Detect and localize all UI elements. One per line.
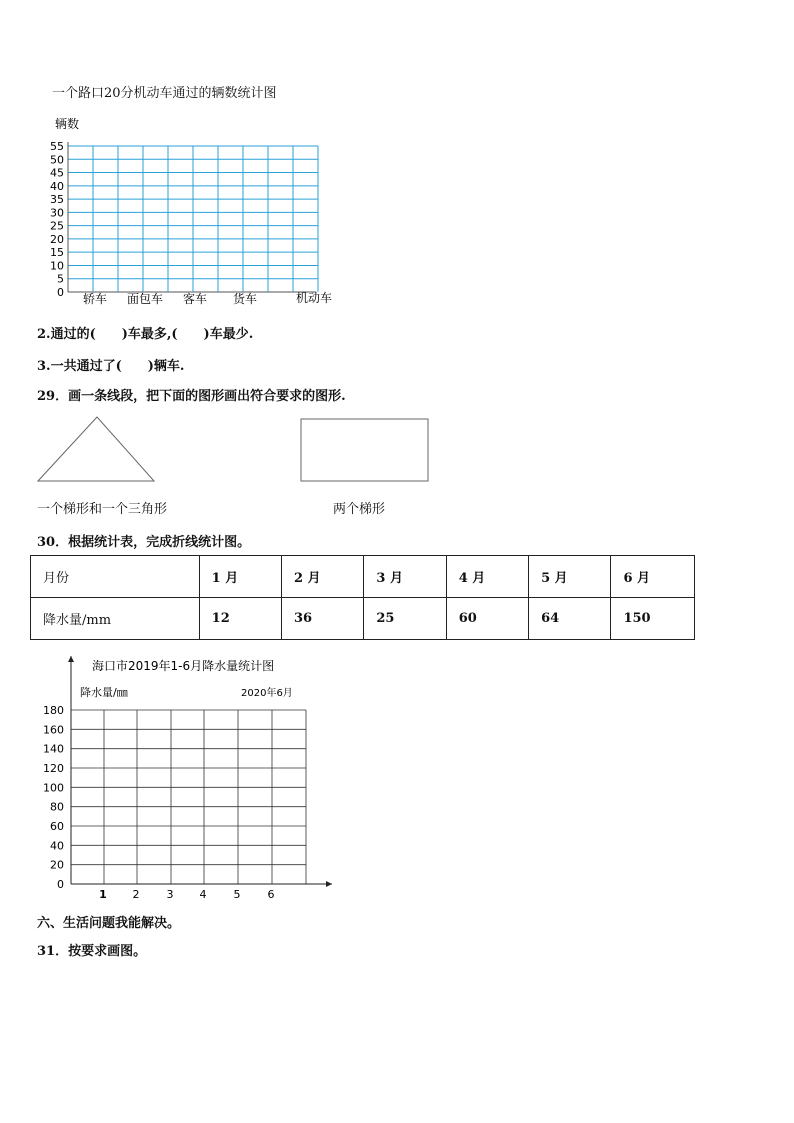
y-tick-label: 80 [50, 800, 64, 814]
vehicle-y-label: 辆数 [55, 117, 80, 131]
question-2: 2.通过的( )车最多,( )车最少. [37, 327, 254, 342]
rainfall-chart [30, 648, 340, 903]
y-axis-arrow [68, 656, 74, 662]
question-31: 31．按要求画图。 [37, 944, 147, 959]
rainfall-chart-title: 海口市2019年1-6月降水量统计图 [92, 659, 275, 673]
category-label: 面包车 [126, 292, 164, 306]
x-tick-label: 2 [132, 888, 140, 901]
y-tick-label: 25 [50, 219, 64, 233]
y-tick-label: 15 [50, 246, 64, 260]
vehicle-chart [30, 110, 360, 315]
y-tick-label: 20 [50, 858, 64, 872]
question-29: 29．画一条线段，把下面的图形画出符合要求的图形. [37, 389, 346, 404]
triangle-figure [35, 415, 160, 485]
x-tick-label: 5 [233, 888, 241, 901]
y-tick-label: 120 [43, 762, 64, 775]
table-row [31, 598, 695, 640]
table-cell: 4 月 [446, 556, 528, 598]
y-tick-label: 140 [43, 742, 64, 756]
x-tick-label: 1 [99, 888, 107, 901]
table-cell: 60 [446, 598, 528, 640]
y-tick-label: 160 [43, 723, 64, 737]
q29-right-caption: 两个梯形 [333, 502, 386, 517]
table-cell: 6 月 [611, 556, 695, 598]
x-tick-label: 6 [267, 888, 275, 901]
table-cell: 降水量/mm [31, 598, 200, 640]
table-row [31, 556, 695, 598]
table-cell: 64 [529, 598, 611, 640]
y-tick-label: 50 [50, 153, 64, 167]
y-tick-label: 0 [57, 286, 64, 299]
table-cell: 2 月 [282, 556, 364, 598]
y-tick-label: 35 [50, 193, 64, 207]
category-label: 轿车 [82, 292, 108, 306]
y-tick-label: 40 [50, 839, 64, 853]
y-tick-label: 60 [50, 820, 64, 833]
y-tick-label: 45 [50, 166, 64, 180]
rainfall-y-label: 降水量/㎜ [80, 686, 128, 699]
vehicle-chart-title: 一个路口20分机动车通过的辆数统计图 [52, 86, 277, 101]
y-tick-label: 30 [50, 206, 64, 220]
x-axis-arrow [326, 881, 332, 887]
table-cell: 36 [282, 598, 364, 640]
x-tick-label: 4 [199, 888, 207, 901]
y-tick-label: 180 [43, 704, 64, 717]
table-cell: 5 月 [529, 556, 611, 598]
y-tick-label: 0 [57, 878, 64, 891]
y-tick-label: 20 [50, 232, 64, 246]
y-tick-label: 5 [57, 272, 64, 286]
rectangle-figure [300, 418, 430, 484]
category-label: 货车 [232, 292, 258, 306]
y-tick-label: 40 [50, 179, 64, 193]
x-tick-label: 3 [166, 888, 174, 901]
section-6-heading: 六、生活问题我能解决。 [37, 916, 181, 931]
table-cell: 1 月 [199, 556, 281, 598]
rainfall-date: 2020年6月 [241, 688, 293, 699]
table-cell: 150 [611, 598, 695, 640]
q29-left-caption: 一个梯形和一个三角形 [37, 502, 168, 517]
y-tick-label: 100 [43, 781, 64, 795]
table-cell: 25 [364, 598, 446, 640]
table-cell: 月份 [31, 556, 200, 598]
question-3: 3.一共通过了( )辆车. [37, 359, 185, 374]
table-cell: 12 [199, 598, 281, 640]
vehicle-x-axis-label: 机动车 [296, 291, 333, 305]
rainfall-table [30, 555, 695, 640]
question-30: 30．根据统计表，完成折线统计图。 [37, 535, 251, 550]
y-tick-label: 10 [50, 259, 64, 273]
y-tick-label: 55 [50, 140, 64, 153]
category-label: 客车 [182, 292, 208, 306]
table-cell: 3 月 [364, 556, 446, 598]
